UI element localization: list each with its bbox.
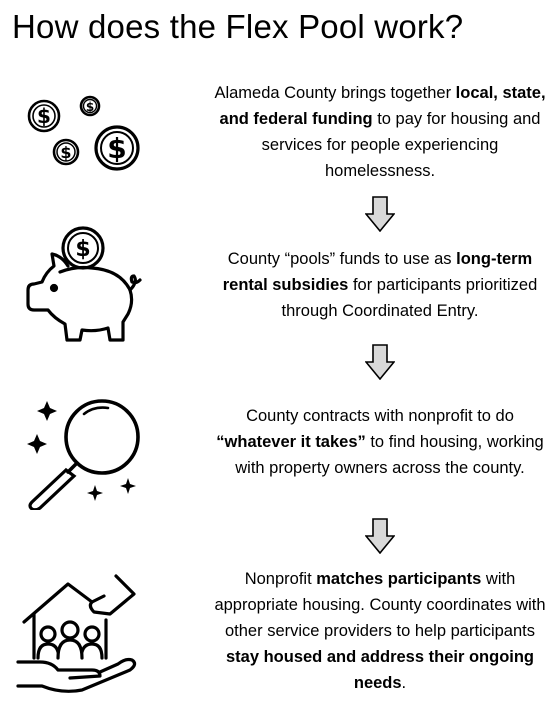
step-text-segment: with appropriate housing. County coordinates with other service providers to help participants [214,570,546,640]
step-text-bold: local, state, and federal funding [219,84,546,128]
svg-text:$: $ [85,100,95,114]
step-text-segment: to find housing, working with property owners across the county. [235,433,544,477]
magnifying-glass-icon [22,392,150,510]
step-text-bold: matches participants [316,570,482,588]
step-text-bold: long-term rental subsidies [222,250,533,294]
piggy-bank-icon [20,224,150,348]
step-3-text [210,403,550,481]
step-text-segment: Nonprofit [244,570,317,588]
step-4-text [210,566,550,696]
step-text-segment: . [401,674,407,692]
step-text-segment: Alameda County brings together [214,84,456,102]
svg-text:$: $ [37,104,51,128]
step-text-bold: stay housed and address their ongoing needs [225,648,535,692]
money-coins-icon [20,92,148,172]
svg-text:$: $ [107,132,127,165]
down-arrow-icon [365,344,395,380]
svg-text:$: $ [60,143,72,162]
house-in-hand-icon [12,566,152,698]
step-2-text [210,246,550,324]
down-arrow-icon [365,518,395,554]
page-title: How does the Flex Pool work? [12,8,464,45]
step-text-segment: County contracts with nonprofit to do [246,407,514,425]
step-text-segment: to pay for housing and services for people experiencing homelessness. [261,110,541,180]
svg-text:$: $ [75,237,91,262]
step-text-segment: County “pools” funds to use as [227,250,457,268]
step-1-text [210,80,550,184]
step-text-segment: for participants prioritized through Coordinated Entry. [281,276,538,320]
step-text-bold: “whatever it takes” [216,433,366,451]
down-arrow-icon [365,196,395,232]
